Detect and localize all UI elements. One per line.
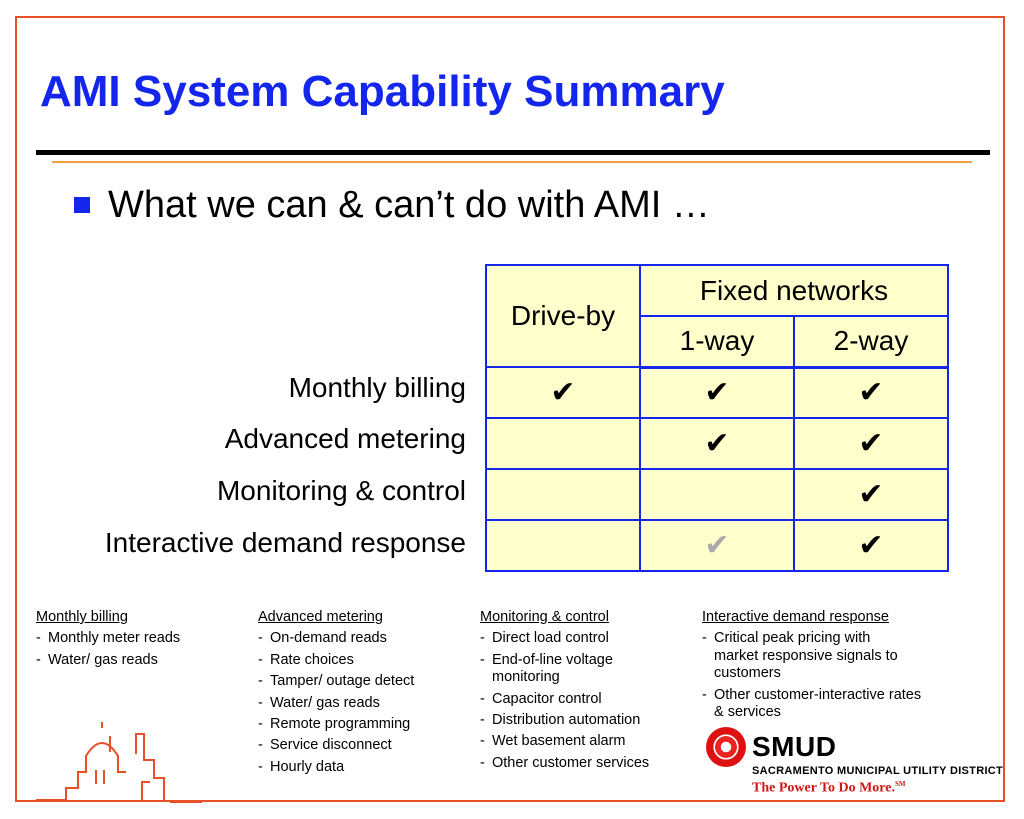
note-interactive-demand-response xyxy=(702,609,924,725)
bullet-point xyxy=(74,186,710,224)
cell-monitoring-control-two-way xyxy=(794,469,948,520)
header-fixed-networks: Fixed networks xyxy=(640,265,948,316)
table-row xyxy=(486,418,948,469)
note-heading: Advanced metering xyxy=(258,609,383,625)
row-label-interactive-demand-response: Interactive demand response xyxy=(104,527,466,558)
list-item: - Hourly data xyxy=(258,759,458,776)
cell-monthly-billing-one-way xyxy=(640,367,794,418)
check-icon: ✔ xyxy=(858,528,884,563)
note-heading: Monitoring & control xyxy=(480,609,609,625)
note-advanced-metering xyxy=(258,609,458,780)
list-item: - Distribution automation xyxy=(480,712,685,729)
list-item: - Other customer-interactive rates & services xyxy=(702,687,924,722)
note-monitoring-control xyxy=(480,609,685,776)
cell-interactive-demand-one-way xyxy=(640,520,794,571)
logo-district: SACRAMENTO MUNICIPAL UTILITY DISTRICT xyxy=(752,765,1004,777)
title-rule-accent xyxy=(52,161,972,163)
check-icon: ✔ xyxy=(858,477,884,512)
bullet-text: What we can & can’t do with AMI … xyxy=(108,184,710,226)
list-item: - Tamper/ outage detect xyxy=(258,673,458,690)
title-rule xyxy=(36,150,990,155)
list-item: - Critical peak pricing with market responsive signals to customers xyxy=(702,630,914,682)
note-heading: Interactive demand response xyxy=(702,609,889,625)
cell-monitoring-control-one-way xyxy=(640,469,794,520)
list-item: - Water/ gas reads xyxy=(258,695,458,712)
list-item: - Service disconnect xyxy=(258,737,458,754)
capability-table xyxy=(485,264,949,572)
list-item: - Wet basement alarm xyxy=(480,733,685,750)
list-item: - Monthly meter reads xyxy=(36,630,241,647)
list-item: - End-of-line voltage monitoring xyxy=(480,652,642,687)
check-icon: ✔ xyxy=(704,426,730,461)
cell-interactive-demand-drive-by xyxy=(486,520,640,571)
note-heading: Monthly billing xyxy=(36,609,128,625)
list-item: - Remote programming xyxy=(258,716,458,733)
check-icon-partial: ✔ xyxy=(704,528,730,563)
cell-advanced-metering-two-way xyxy=(794,418,948,469)
cell-monthly-billing-drive-by xyxy=(486,367,640,418)
check-icon: ✔ xyxy=(704,375,730,411)
cell-advanced-metering-drive-by xyxy=(486,418,640,469)
cell-monitoring-control-drive-by xyxy=(486,469,640,520)
list-item: - Direct load control xyxy=(480,630,685,647)
logo-name: SMUD xyxy=(752,731,837,762)
capitol-outline-icon xyxy=(36,720,211,804)
header-two-way: 2-way xyxy=(794,316,948,367)
check-icon: ✔ xyxy=(858,375,884,411)
logo-tagline-text: The Power To Do More. xyxy=(752,780,895,796)
logo-tagline xyxy=(752,780,905,797)
header-drive-by: Drive-by xyxy=(486,265,640,367)
list-item: - Other customer services xyxy=(480,755,685,772)
check-icon: ✔ xyxy=(858,426,884,461)
smud-emblem-icon xyxy=(706,727,746,767)
service-mark: SM xyxy=(894,780,906,788)
check-icon: ✔ xyxy=(550,375,576,410)
cell-monthly-billing-two-way xyxy=(794,367,948,418)
row-label-monitoring-control: Monitoring & control xyxy=(216,475,466,506)
note-monthly-billing xyxy=(36,609,241,673)
list-item: - Water/ gas reads xyxy=(36,652,241,669)
cell-interactive-demand-two-way xyxy=(794,520,948,571)
bullet-square-icon xyxy=(74,197,90,213)
list-item: - Capacitor control xyxy=(480,691,685,708)
table-row xyxy=(486,469,948,520)
list-item: - On-demand reads xyxy=(258,630,458,647)
row-label-monthly-billing: Monthly billing xyxy=(288,372,466,403)
table-row xyxy=(486,520,948,571)
table-row xyxy=(486,367,948,418)
page-title: AMI System Capability Summary xyxy=(40,67,725,116)
cell-advanced-metering-one-way xyxy=(640,418,794,469)
header-one-way: 1-way xyxy=(640,316,794,367)
row-label-advanced-metering: Advanced metering xyxy=(224,423,466,454)
list-item: - Rate choices xyxy=(258,652,458,669)
